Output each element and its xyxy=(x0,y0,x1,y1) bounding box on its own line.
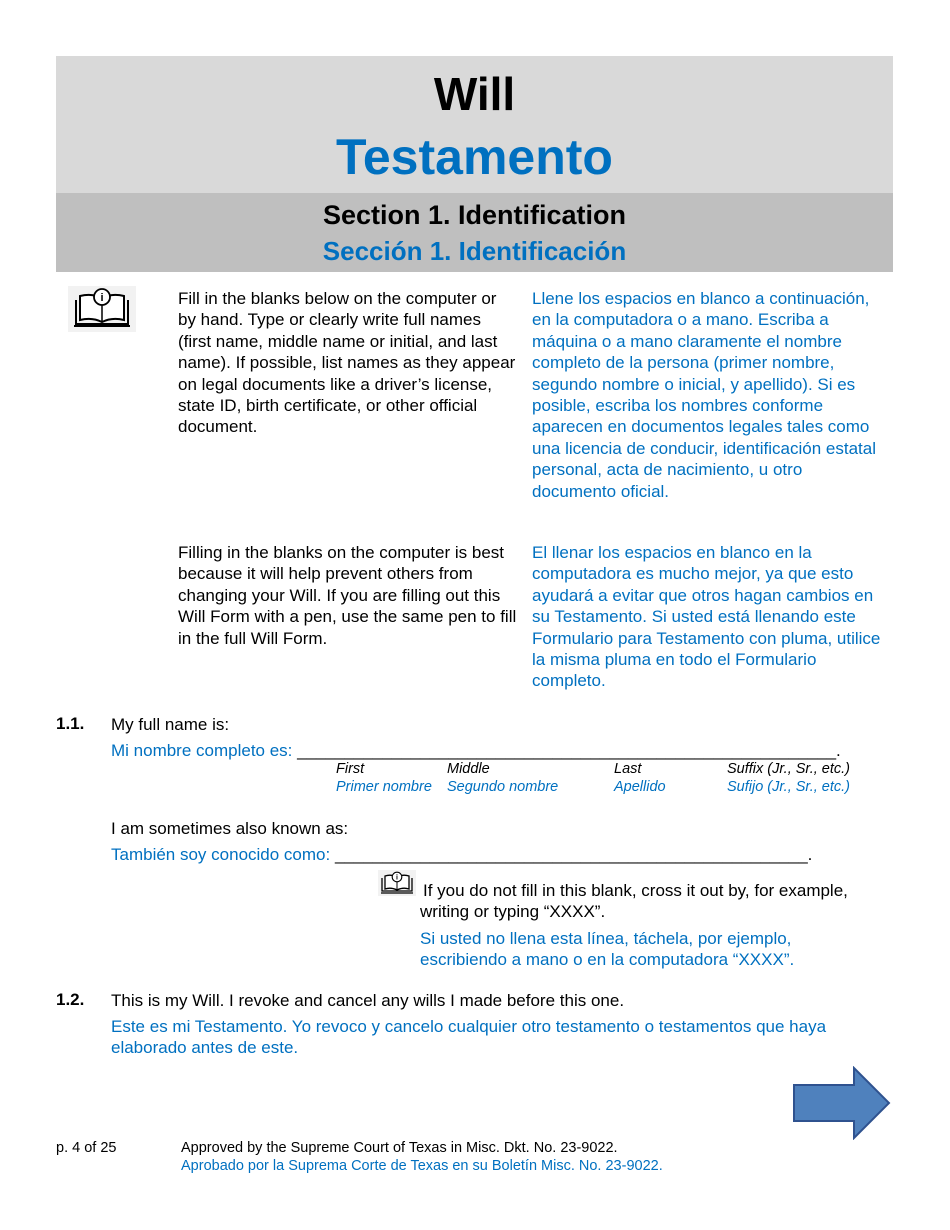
info-book-small-icon xyxy=(378,870,416,901)
section-heading-spanish: Sección 1. Identificación xyxy=(322,236,627,266)
subfield-last: Last xyxy=(614,761,642,777)
item-number-1-2: 1.2. xyxy=(56,990,85,1009)
full-name-label: My full name is: xyxy=(111,715,230,734)
revocation-statement: This is my Will. I revoke and cancel any wills I made before this one. xyxy=(111,991,625,1010)
title-band xyxy=(56,56,893,193)
subfield-suffix-spanish: Sufijo (Jr., Sr., etc.) xyxy=(727,779,851,795)
full-name-blank[interactable]: _________________________________________________________. xyxy=(297,741,841,760)
aka-note-spanish: Si usted no llena esta línea, táchela, por ejemplo, escribiendo a mano o en la computadora “XXXX”. xyxy=(420,929,795,970)
approval-notice: Approved by the Supreme Court of Texas in Misc. Dkt. No. 23-9022. xyxy=(181,1140,618,1156)
intro-paragraph-1: Fill in the blanks below on the computer or by hand. Type or clearly write full names (first name, middle name or initial, and last name). If possible, list names as they appear on legal documents like a driver’s license, state ID, birth certificate, or other official document. xyxy=(178,289,516,437)
subfield-suffix: Suffix (Jr., Sr., etc.) xyxy=(727,761,850,777)
aka-blank[interactable]: __________________________________________________. xyxy=(334,845,813,864)
aka-label-spanish-text: También soy conocido como: xyxy=(111,845,335,864)
section-heading: Section 1. Identification xyxy=(322,200,627,230)
revocation-statement-spanish: Este es mi Testamento. Yo revoco y cancelo cualquier otro testamento o testamentos que haya elaborado antes de este. xyxy=(111,1017,827,1058)
svg-text:i: i xyxy=(396,874,398,882)
document-title-spanish: Testamento xyxy=(336,129,613,185)
intro-paragraph-2: Filling in the blanks on the computer is best because it will help prevent others from changing your Will. If you are filling out this Will Form with a pen, use the same pen to fill in the full Will Form. xyxy=(178,543,517,648)
aka-label-spanish xyxy=(111,844,812,865)
section-band xyxy=(56,193,893,272)
aka-note: If you do not fill in this blank, cross it out by, for example, writing or typing “XXXX”. xyxy=(420,881,848,922)
intro-paragraph-2-spanish: El llenar los espacios en blanco en la computadora es mucho mejor, ya que esto ayudará a evitar que otros hagan cambios en su Testamento. Si usted está llenando este Formulario para Testamento con pluma, utilice la misma pluma en todo el Formulario completo. xyxy=(532,543,881,691)
full-name-label-spanish xyxy=(111,740,841,761)
document-title: Will xyxy=(433,68,516,120)
item-number-1-1: 1.1. xyxy=(56,714,85,733)
info-book-icon xyxy=(68,286,136,337)
svg-text:i: i xyxy=(100,292,104,304)
aka-label: I am sometimes also known as: xyxy=(111,819,349,838)
page-number: p. 4 of 25 xyxy=(56,1140,117,1156)
full-name-label-spanish-text: Mi nombre completo es: xyxy=(111,741,298,760)
subfield-first: First xyxy=(336,761,365,777)
subfield-first-spanish: Primer nombre xyxy=(336,779,432,795)
approval-notice-spanish: Aprobado por la Suprema Corte de Texas en su Boletín Misc. No. 23-9022. xyxy=(181,1158,663,1174)
intro-paragraph-1-spanish: Llene los espacios en blanco a continuación, en la computadora o a mano. Escriba a máquina o a mano claramente el nombre completo de la persona (primer nombre, segundo nombre o inicial, y apellido). Si es posible, escriba los nombres conforme aparecen en documentos legales tales como una licencia de conducir, identificación estatal personal, acta de nacimiento, u otro documento oficial. xyxy=(532,289,876,501)
subfield-middle: Middle xyxy=(447,761,490,777)
next-page-arrow-icon[interactable] xyxy=(792,1066,892,1145)
subfield-last-spanish: Apellido xyxy=(614,779,666,795)
subfield-middle-spanish: Segundo nombre xyxy=(447,779,559,795)
